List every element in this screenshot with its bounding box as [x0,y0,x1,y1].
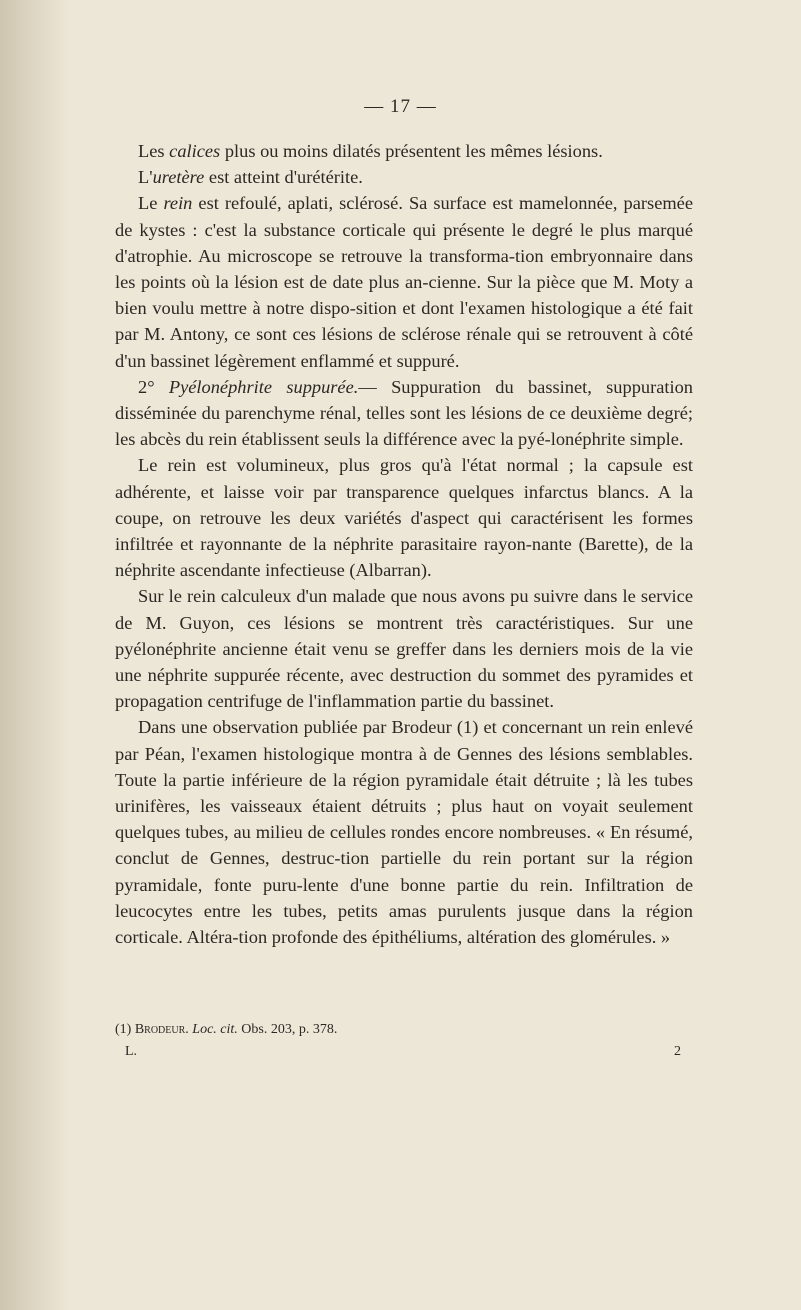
text-run: plus ou moins dilatés présentent les mêmes lésions. [220,141,603,161]
italic-term: Pyélonéphrite suppurée. [168,376,359,397]
paragraph [115,714,693,950]
text-run: est atteint d'urétérite. [204,167,363,188]
text-run: L' [138,167,153,188]
italic-term: uretère [152,167,205,188]
paragraph [115,164,693,190]
paragraph [115,138,693,164]
footnote-details: Obs. 203, p. 378. [237,1022,338,1037]
body-text [115,138,693,950]
text-run: Le [138,193,164,214]
paragraph [115,452,693,583]
footnote-reference: Loc. cit. [188,1022,238,1037]
signature-letter: L. [125,1044,138,1059]
text-run: Le rein est volumineux, plus gros qu'à l'état normal ; la capsule est adhérente, et laisse voir par transparence quelques infarctus blancs. A la coupe, on retrouve les deux variétés d'aspect qui caractérisent les formes infiltrée et rayonnante de la néphrite parasitaire rayon-nante (Barette), de la néphrite ascendante infectieuse (Albarran). [115,455,693,581]
text-run: Sur le rein calculeux d'un malade que nous avons pu suivre dans le service de M. Guyon, ces lésions se montrent très caractéristiques. Sur une pyélonéphrite ancienne était venu se greffer dans les derniers mois de la vie une néphrite suppurée récente, avec destruction du sommet des pyramides et propagation centrifuge de l'inflammation partie du bassinet. [115,586,693,712]
text-run: 2° [138,376,169,397]
page-gutter-shadow [0,0,70,1310]
footnote-author: Brodeur. [134,1022,189,1037]
text-run: Dans une observation publiée par Brodeur (1) et concernant un rein enlevé par Péan, l'examen histologique montra à de Gennes des lésions semblables. Toute la partie inférieure de la région pyramidale était détruite ; là les tubes urinifères, les vaisseaux étaient détruits ; plus haut on voyait seulement quelques tubes, au milieu de cellules rondes encore nombreuses. « En résumé, conclut de Gennes, destruc-tion partielle du rein portant sur la région pyramidale, fonte puru-lente d'une bonne partie du rein. Infiltration de leucocytes entre les tubes, petits amas purulents jusque dans la région corticale. Altéra-tion profonde des épithéliums, altération des glomérules. » [115,717,693,948]
signature-number: 2 [674,1044,681,1059]
italic-term: calices [169,141,221,161]
text-run: Les [138,141,170,161]
paragraph [115,583,693,714]
text-run: — Suppuration du bassinet, suppuration disséminée du parenchyme rénal, telles sont les lésions de ce deuxième degré; les abcès du rein établissent seuls la différence avec la pyé-lonéphrite simple. [115,376,693,450]
printer-signature [125,1044,681,1060]
page-number: — 17 — [364,96,437,117]
paragraph [115,374,693,453]
paragraph [115,190,693,373]
footnote-marker: (1) [115,1022,135,1037]
text-run: est refoulé, aplati, sclérosé. Sa surface est mamelonnée, parsemée de kystes : c'est la substance corticale qui présente le degré le plus marqué d'atrophie. Au microscope se retrouve la transforma-tion embryonnaire dans les points où la lésion est de date plus an-cienne. Sur la pièce que M. Moty a bien voulu mettre à notre dispo-sition et dont l'examen histologique a été fait par M. Antony, ce sont ces lésions de sclérose rénale qui se retrouvent à côté d'un bassinet légèrement enflammé et suppuré. [115,193,693,371]
footnote [115,1020,693,1040]
italic-term: rein [163,193,193,214]
